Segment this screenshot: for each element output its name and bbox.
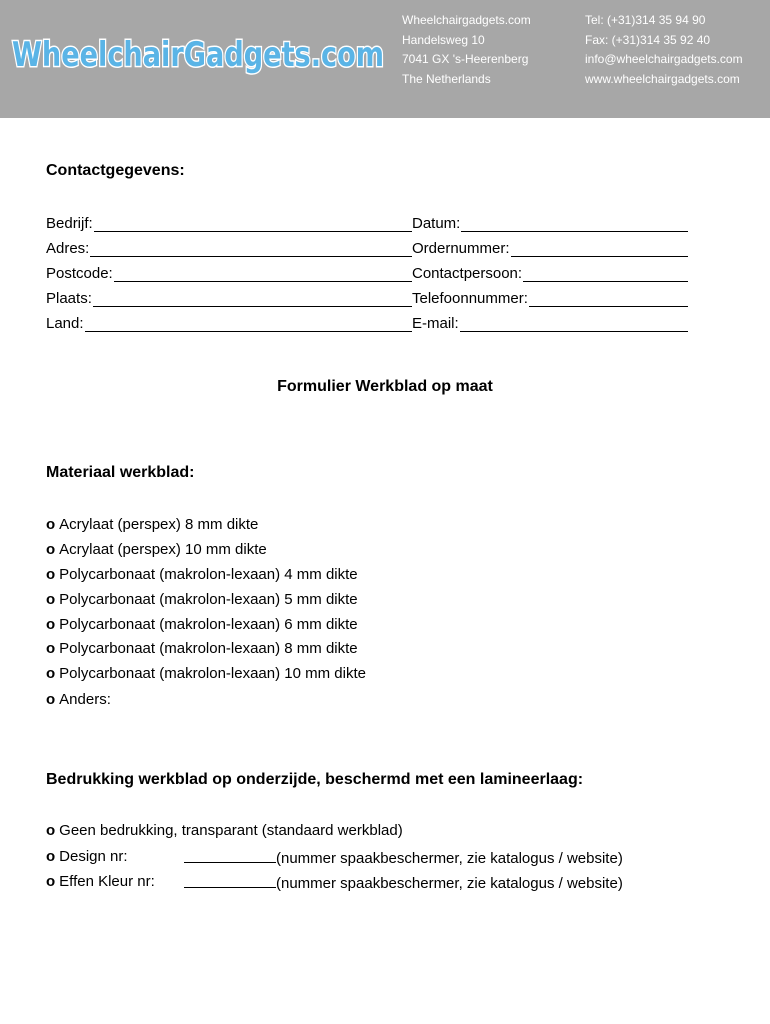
checkbox-marker: o <box>46 516 56 533</box>
material-option-other[interactable]: o Anders: <box>46 691 111 708</box>
address-line: Handelsweg 10 <box>402 32 485 47</box>
printing-option-none[interactable]: o Geen bedrukking, transparant (standaard werkblad) <box>46 822 403 839</box>
contact-block <box>585 11 743 89</box>
address-line: 7041 GX 's-Heerenberg <box>402 52 529 66</box>
field-row <box>46 313 688 333</box>
printing-section-title: Bedrukking werkblad op onderzijde, beschermd met een lamineerlaag: <box>46 771 584 788</box>
material-option[interactable]: o Acrylaat (perspex) 10 mm dikte <box>46 541 267 558</box>
address-line: The Netherlands <box>402 71 491 86</box>
checkbox-marker: o <box>46 822 56 839</box>
field-row <box>46 213 688 233</box>
checkbox-marker: o <box>46 848 56 865</box>
date-field[interactable]: Datum: <box>412 213 688 232</box>
address-field[interactable]: Adres: <box>46 238 412 257</box>
field-row <box>46 238 688 258</box>
contact-person-field[interactable]: Contactpersoon: <box>412 263 688 282</box>
color-number-blank <box>184 873 276 888</box>
svg-text:WheelchairGadgets.com: WheelchairGadgets.com <box>12 35 384 75</box>
fax: Fax: (+31)314 35 92 40 <box>585 32 711 47</box>
checkbox-marker: o <box>46 691 56 708</box>
website: www.wheelchairgadgets.com <box>585 71 740 86</box>
postcode-field[interactable]: Postcode: <box>46 263 412 282</box>
letterhead <box>0 0 770 118</box>
address-block <box>402 11 531 89</box>
email-field[interactable]: E-mail: <box>412 313 688 332</box>
country-field[interactable]: Land: <box>46 313 412 332</box>
address-line: Wheelchairgadgets.com <box>402 13 531 27</box>
city-field[interactable]: Plaats: <box>46 288 412 307</box>
checkbox-marker: o <box>46 566 56 583</box>
field-row <box>46 263 688 283</box>
material-option[interactable]: o Polycarbonaat (makrolon-lexaan) 8 mm dikte <box>46 640 358 657</box>
company-field[interactable]: Bedrijf: <box>46 213 412 232</box>
checkbox-marker: o <box>46 873 56 890</box>
printing-option-color[interactable]: o Effen Kleur nr: (nummer spaakbeschermer, zie katalogus / website) <box>46 873 623 892</box>
contact-section-title: Contactgegevens: <box>46 162 185 179</box>
field-row <box>46 288 688 308</box>
email: info@wheelchairgadgets.com <box>585 52 743 66</box>
phone: Tel: (+31)314 35 94 90 <box>585 13 706 27</box>
material-option[interactable]: o Polycarbonaat (makrolon-lexaan) 6 mm dikte <box>46 616 358 633</box>
phone-number-field[interactable]: Telefoonnummer: <box>412 288 688 307</box>
design-number-blank <box>184 848 276 863</box>
order-number-field[interactable]: Ordernummer: <box>412 238 688 257</box>
checkbox-marker: o <box>46 665 56 682</box>
checkbox-marker: o <box>46 616 56 633</box>
logo <box>10 20 390 80</box>
checkbox-marker: o <box>46 640 56 657</box>
material-option[interactable]: o Polycarbonaat (makrolon-lexaan) 5 mm dikte <box>46 591 358 608</box>
form-title: Formulier Werkblad op maat <box>277 378 493 395</box>
material-option[interactable]: o Acrylaat (perspex) 8 mm dikte <box>46 516 259 533</box>
printing-option-design[interactable]: o Design nr: (nummer spaakbeschermer, zie katalogus / website) <box>46 848 623 867</box>
material-option[interactable]: o Polycarbonaat (makrolon-lexaan) 10 mm dikte <box>46 665 366 682</box>
material-option[interactable]: o Polycarbonaat (makrolon-lexaan) 4 mm dikte <box>46 566 358 583</box>
material-section-title: Materiaal werkblad: <box>46 464 195 481</box>
checkbox-marker: o <box>46 541 56 558</box>
checkbox-marker: o <box>46 591 56 608</box>
